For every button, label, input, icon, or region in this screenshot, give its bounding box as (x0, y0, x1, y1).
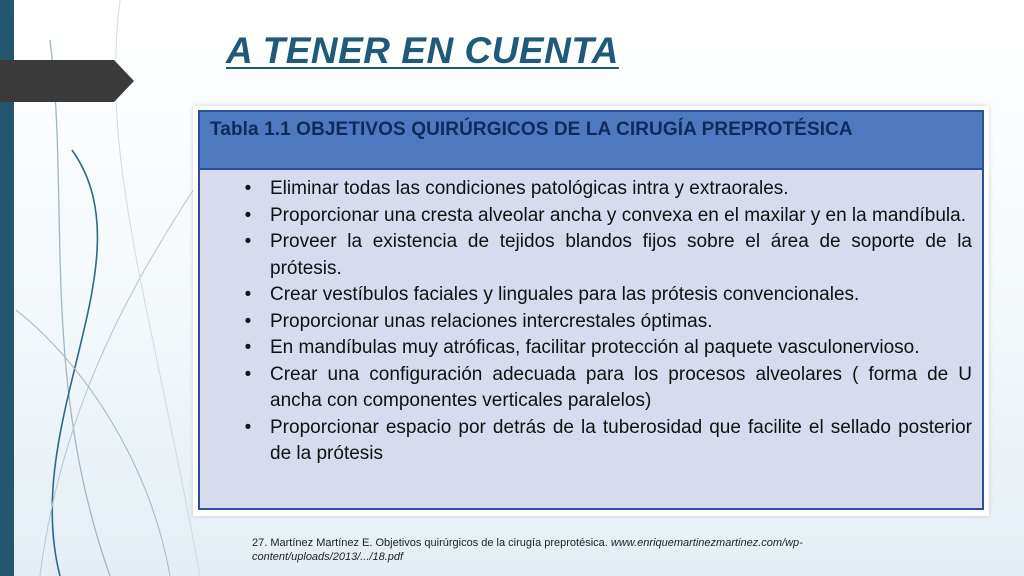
list-item (238, 335, 972, 362)
bullet-icon: • (244, 231, 252, 252)
table-header-text: Tabla 1.1 OBJETIVOS QUIRÚRGICOS DE LA CIRUGÍA PREPROTÉSICA (210, 119, 853, 140)
list-item (238, 203, 972, 230)
citation (252, 536, 912, 564)
bullet-icon: • (244, 337, 252, 358)
list-item (238, 229, 972, 282)
list-item (238, 415, 972, 468)
list-item (238, 362, 972, 415)
table-body (200, 170, 982, 508)
bullet-icon: • (244, 416, 252, 438)
list-item (238, 309, 972, 336)
citation-url: www.enriquemartinezmartinez.com/wp-content/uploads/2013/.../18.pdf (252, 537, 803, 563)
bullet-icon: • (244, 310, 252, 332)
list-item-text: Proporcionar espacio por detrás de la tuberosidad que facilite el sellado posterior de la prótesis (270, 416, 972, 464)
objectives-table-frame (198, 110, 984, 510)
bullet-icon: • (244, 284, 252, 305)
objectives-list (238, 176, 972, 468)
list-item-text: Eliminar todas las condiciones patológicas intra y extraorales. (270, 178, 789, 199)
list-item-text: Crear una configuración adecuada para los procesos alveolares ( forma de U ancha con componentes verticales paralelos) (270, 363, 972, 411)
list-item-text: Crear vestíbulos faciales y linguales para las prótesis convencionales. (270, 284, 860, 305)
title-arrow-tab (0, 60, 134, 102)
list-item-text: Proporcionar una cresta alveolar ancha y convexa en el maxilar y en la mandíbula. (270, 204, 966, 226)
list-item (238, 176, 972, 203)
bullet-icon: • (244, 204, 252, 226)
citation-text: 27. Martínez Martínez E. Objetivos quirúrgicos de la cirugía preprotésica. (252, 537, 611, 549)
table-header (200, 112, 982, 170)
list-item (238, 282, 972, 309)
objectives-table (193, 106, 989, 516)
page-title: A TENER EN CUENTA (226, 30, 619, 71)
bullet-icon: • (244, 363, 252, 385)
list-item-text: En mandíbulas muy atróficas, facilitar protección al paquete vasculonervioso. (270, 337, 920, 358)
bullet-icon: • (244, 178, 252, 199)
list-item-text: Proveer la existencia de tejidos blandos fijos sobre el área de soporte de la prótesis. (270, 231, 972, 279)
list-item-text: Proporcionar unas relaciones intercrestales óptimas. (270, 310, 713, 332)
